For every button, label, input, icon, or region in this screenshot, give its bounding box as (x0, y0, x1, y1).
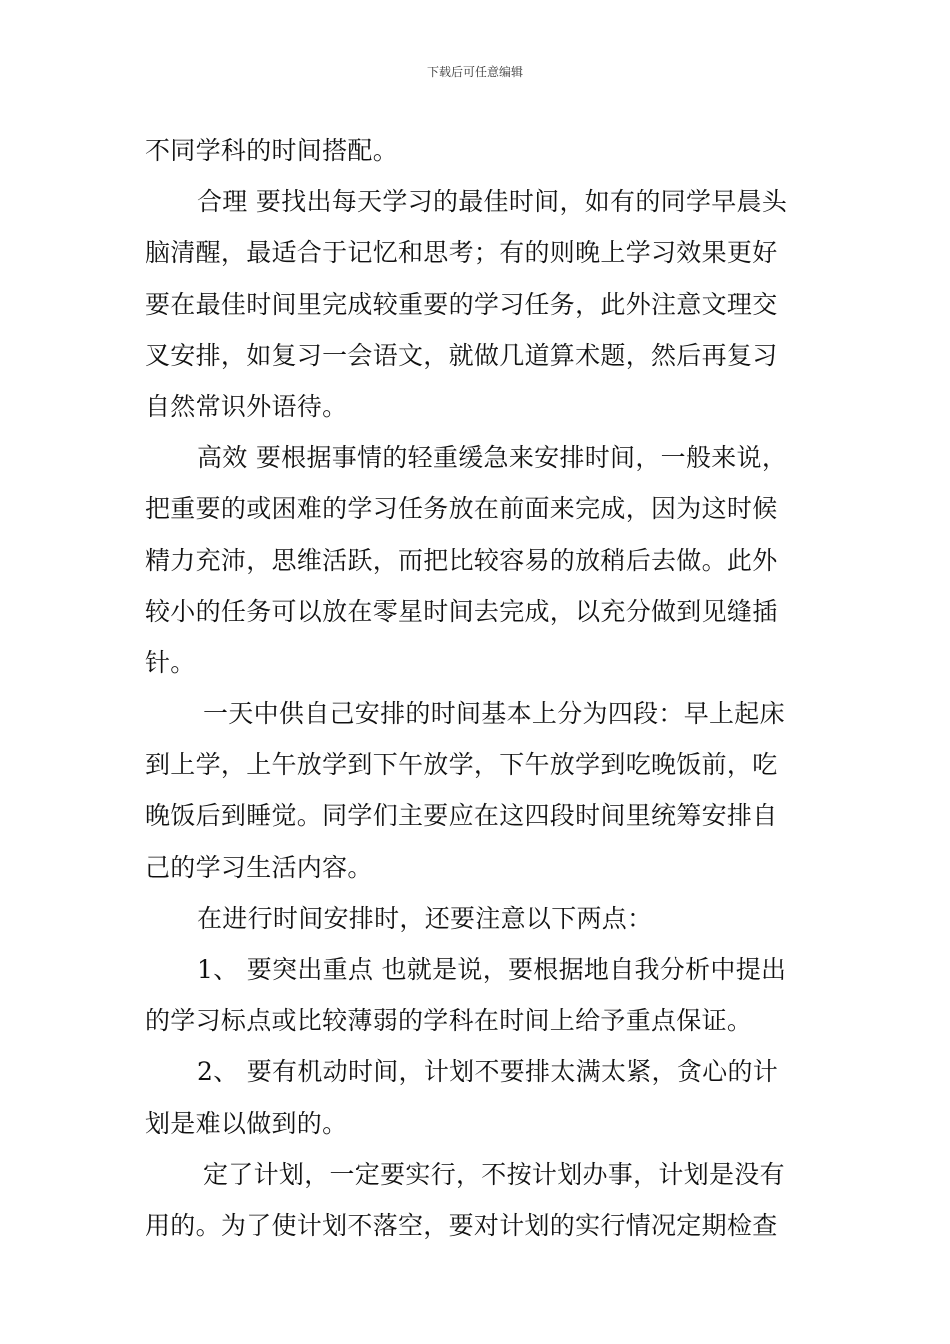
text-line: 晚饭后到睡觉。同学们主要应在这四段时间里统筹安排自 (145, 801, 778, 831)
text-line: 到上学，上午放学到下午放学，下午放学到吃晚饭前，吃 (145, 750, 778, 780)
text-line: 要在最佳时间里完成较重要的学习任务，此外注意文理交 (145, 289, 778, 319)
paragraph-start-line: 一天中供自己安排的时间基本上分为四段：早上起床 (203, 699, 785, 729)
text-line: 精力充沛，思维活跃，而把比较容易的放稍后去做。此外 (145, 545, 778, 575)
text-line: 把重要的或困难的学习任务放在前面来完成，因为这时候 (145, 494, 778, 524)
paragraph-start-line: 定了计划，一定要实行，不按计划办事，计划是没有 (203, 1159, 785, 1189)
text-line: 自然常识外语待。 (145, 391, 348, 421)
text-line: 不同学科的时间搭配。 (145, 136, 399, 165)
document-body (145, 125, 810, 1251)
text-line: 脑清醒，最适合于记忆和思考；有的则晚上学习效果更好 (145, 238, 778, 268)
text-line: 针。 (145, 647, 196, 677)
list-item-line: 1、 要突出重点 也就是说，要根据地自我分析中提出 (197, 955, 787, 984)
page-header: 下载后可任意编辑 (426, 65, 523, 79)
text-line: 己的学习生活内容。 (145, 852, 373, 882)
paragraph-heading-line: 高效 要根据事情的轻重缓急来安排时间，一般来说， (197, 443, 788, 473)
text-line: 叉安排，如复习一会语文，就做几道算术题，然后再复习 (145, 340, 778, 370)
list-item-line: 2、 要有机动时间，计划不要排太满太紧，贪心的计 (197, 1057, 779, 1087)
text-line: 的学习标点或比较薄弱的学科在时间上给予重点保证。 (145, 1006, 753, 1036)
text-line: 较小的任务可以放在零星时间去完成，以充分做到见缝插 (145, 596, 778, 626)
text-line: 划是难以做到的。 (145, 1108, 348, 1138)
paragraph-heading-line: 合理 要找出每天学习的最佳时间，如有的同学早晨头 (197, 187, 788, 217)
text-line: 用的。为了使计划不落空，要对计划的实行情况定期检查 (145, 1210, 778, 1240)
paragraph-start-line: 在进行时间安排时，还要注意以下两点： (197, 903, 653, 933)
